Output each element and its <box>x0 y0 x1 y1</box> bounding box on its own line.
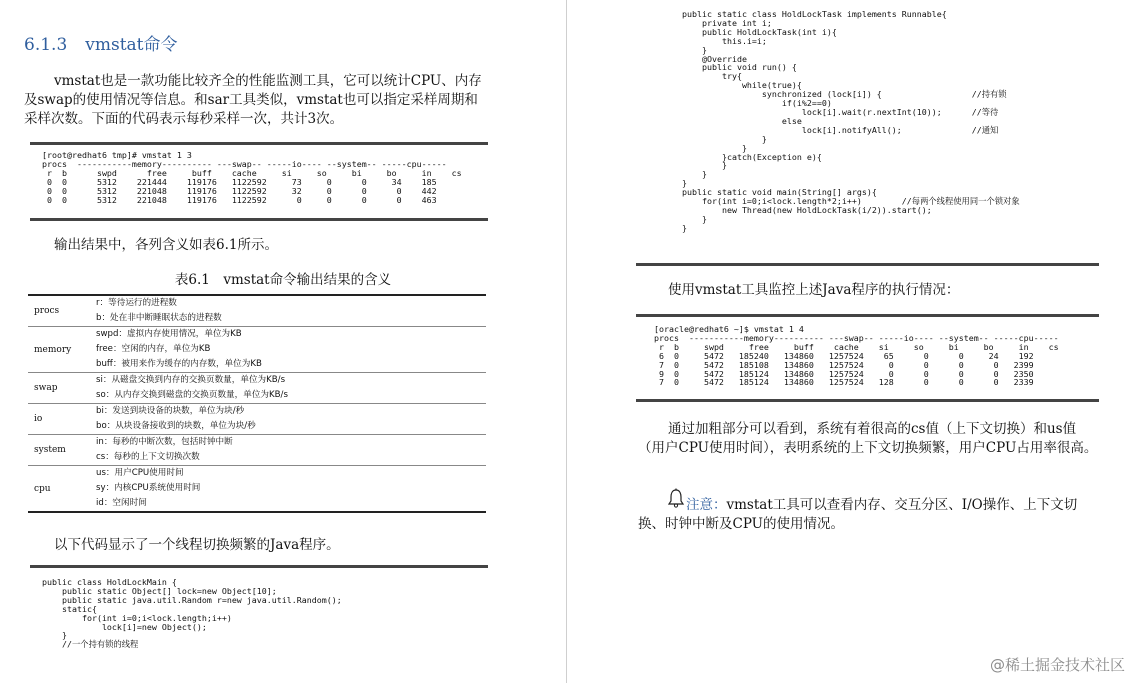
table-row <box>28 295 486 327</box>
output-text: 输出结果中，各列含义如表6.1所示。 <box>54 237 278 253</box>
intro-paragraph: vmstat也是一款功能比较齐全的性能监测工具，它可以统计CPU、内存及swap的使用情况等信息。和sar工具类似，vmstat也可以指定采样周期和采样次数。下面的代码表示每秒采样一次，共计3次。 <box>24 73 482 127</box>
table-description-line: buff：被用来作为缓存的内存数，单位为KB <box>96 359 262 369</box>
table-row <box>28 466 486 513</box>
table-term: memory <box>28 327 88 373</box>
table-row <box>28 373 486 404</box>
analysis-paragraph: 通过加粗部分可以看到，系统有着很高的cs值（上下文切换）和us值（用户CPU使用时间），表明系统的上下文切换频繁，用户CPU占用率很高。 <box>638 421 1098 456</box>
table-description <box>88 404 486 435</box>
table-description <box>88 295 486 327</box>
java-code-block-2 <box>636 0 1099 268</box>
section-number: 6.1.3 <box>24 35 68 55</box>
vmstat-output-1: [root@redhat6 tmp]# vmstat 1 3 procs -----------memory---------- ---swap-- -----io---- --system-- -----cpu----- r b swpd free buff cache si so bi bo in cs 0 0 5312 221444 119176 1122592 73 0 0 34 185 0 0 5312 221048 119176 1122592 32 0 0 0 442 0 0 5312 221048 119176 1122592 0 0 0 0 463 <box>42 151 462 205</box>
java-code-2: public static class HoldLockTask implements Runnable{ private int i; public HoldLockTask(int i){ this.i=i; } @Override public void run() { try{ while(true){ synchronized (lock[i]) { //持有锁 if(i%2==0) lock[i].wait(r.nextInt(10)); //等待 else lock[i].notifyAll(); //通知 } } }catch(Exception e){ } } } public static void main(String[] args){ for(int i=0;i<lock.length*2;i++) //每两个线程使用同一个锁对象 new Thread(new HoldLockTask(i/2)).start(); } } <box>682 10 1020 233</box>
table-row <box>28 404 486 435</box>
section-heading <box>24 30 178 55</box>
table-description <box>88 466 486 513</box>
table-description-line: b：处在非中断睡眠状态的进程数 <box>96 313 222 323</box>
table-description-line: free：空闲的内存，单位为KB <box>96 344 211 354</box>
java-code-block-1 <box>30 565 488 683</box>
code-rule-top <box>636 314 1099 317</box>
right-page <box>567 0 1133 683</box>
table-term: cpu <box>28 466 88 513</box>
table-description-line: so：从内存交换到磁盘的交换页数量，单位为KB/s <box>96 390 288 400</box>
monitor-text: 使用vmstat工具监控上述Java程序的执行情况： <box>668 282 960 298</box>
table-description <box>88 435 486 466</box>
java-intro-text: 以下代码显示了一个线程切换频繁的Java程序。 <box>54 537 340 553</box>
vmstat-meaning-table <box>28 294 486 513</box>
table-row <box>28 435 486 466</box>
vmstat-code-block-2 <box>636 314 1099 402</box>
code-rule-top <box>30 142 488 145</box>
section-title: vmstat命令 <box>85 35 178 55</box>
table-description-line: cs：每秒的上下文切换次数 <box>96 452 200 462</box>
note-label: 注意： <box>686 497 727 513</box>
table-caption: 表6.1 vmstat命令输出结果的含义 <box>174 272 392 288</box>
note-paragraph <box>638 496 1102 534</box>
table-description-line: si：从磁盘交换到内存的交换页数量，单位为KB/s <box>96 375 286 385</box>
table-description-line: id：空闲时间 <box>96 498 147 508</box>
table-description-line: r：等待运行的进程数 <box>96 298 177 308</box>
table-description <box>88 373 486 404</box>
code-rule-bottom <box>636 263 1099 266</box>
watermark: @稀土掘金技术社区 <box>989 656 1125 674</box>
vmstat-output-2: [oracle@redhat6 ~]$ vmstat 1 4 procs -----------memory---------- ---swap-- -----io---- --system-- -----cpu----- r b swpd free buff cache si so bi bo in cs 6 0 5472 185240 134860 1257524 65 0 0 24 192 7 0 5472 185108 134860 1257524 0 0 0 0 2399 9 0 5472 185124 134860 1257524 0 0 0 0 2350 7 0 5472 185124 134860 1257524 128 0 0 0 2339 <box>654 325 1059 388</box>
table-term: io <box>28 404 88 435</box>
bell-icon <box>667 488 685 508</box>
code-rule-bottom <box>30 218 488 221</box>
table-term: swap <box>28 373 88 404</box>
table-description-line: bo：从块设备接收到的块数，单位为块/秒 <box>96 421 256 431</box>
table-term: procs <box>28 295 88 327</box>
code-rule-bottom <box>636 399 1099 402</box>
table-description-line: swpd：虚拟内存使用情况，单位为KB <box>96 329 242 339</box>
note-text: vmstat工具可以查看内存、交互分区、I/O操作、上下文切换、时钟中断及CPU的使用情况。 <box>638 497 1078 532</box>
table-term: system <box>28 435 88 466</box>
table-description-line: sy：内核CPU系统使用时间 <box>96 483 201 493</box>
table-description-line: us：用户CPU使用时间 <box>96 468 184 478</box>
table-row <box>28 327 486 373</box>
code-rule-top <box>30 565 488 568</box>
java-code-1: public class HoldLockMain { public static Object[] lock=new Object[10]; public static java.util.Random r=new java.util.Random(); static{ for(int i=0;i<lock.length;i++) lock[i]=new Object(); } //一个持有锁的线程 <box>42 578 342 650</box>
vmstat-code-block-1 <box>30 142 488 222</box>
left-page <box>0 0 566 683</box>
table-description-line: bi：发送到块设备的块数，单位为块/秒 <box>96 406 245 416</box>
table-description-line: in：每秒的中断次数，包括时钟中断 <box>96 437 233 447</box>
table-description <box>88 327 486 373</box>
